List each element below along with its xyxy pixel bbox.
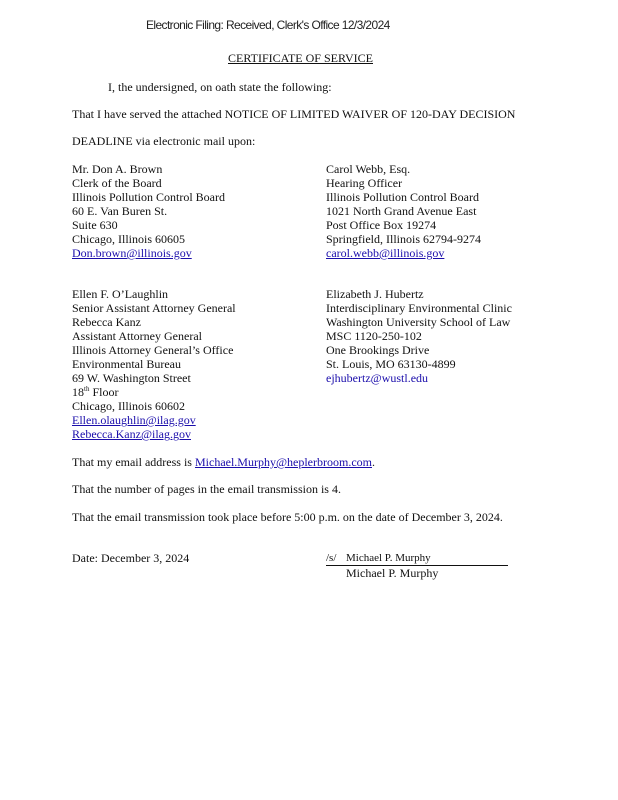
recipient-line: 69 W. Washington Street [72,371,191,385]
recipient-line: Washington University School of Law [326,315,511,329]
recipient-line: Environmental Bureau [72,357,181,371]
floor-word: Floor [89,385,119,399]
recipient-line: Clerk of the Board [72,176,162,190]
recipient-line: 60 E. Van Buren St. [72,204,168,218]
document-title: CERTIFICATE OF SERVICE [228,51,373,65]
recipient-block-brown [72,162,225,260]
electronic-filing-stamp: Electronic Filing: Received, Clerk's Office 12/3/2024 [146,18,390,32]
printed-name: Michael P. Murphy [346,566,439,580]
recipient-line: Chicago, Illinois 60605 [72,232,185,246]
date-line: Date: December 3, 2024 [72,551,190,565]
intro-statement: I, the undersigned, on oath state the following: [108,80,332,94]
recipient-email-link[interactable]: Don.brown@illinois.gov [72,246,192,260]
recipient-line: Ellen F. O’Laughlin [72,287,169,301]
recipient-line: Chicago, Illinois 60602 [72,399,185,413]
recipient-line: Post Office Box 19274 [326,218,437,232]
recipient-block-olaughlin [72,287,236,441]
recipient-email-link[interactable]: Rebecca.Kanz@ilag.gov [72,427,191,441]
email-address-statement [72,455,375,469]
recipient-line: Illinois Pollution Control Board [326,190,480,204]
signature-marker: /s/ [326,552,337,564]
recipient-line: Mr. Don A. Brown [72,162,163,176]
recipient-line: Senior Assistant Attorney General [72,301,236,315]
recipient-line: St. Louis, MO 63130-4899 [326,357,456,371]
recipient-block-webb [326,162,481,260]
recipient-email-link[interactable]: carol.webb@illinois.gov [326,246,445,260]
recipient-line: Suite 630 [72,218,118,232]
recipient-line: Elizabeth J. Hubertz [326,287,424,301]
sender-email-link[interactable]: Michael.Murphy@heplerbroom.com [194,455,372,469]
recipient-line: Interdisciplinary Environmental Clinic [326,301,512,315]
recipient-line: Illinois Pollution Control Board [72,190,226,204]
pages-statement: That the number of pages in the email transmission is 4. [72,482,341,496]
recipient-line: Springfield, Illinois 62794-9274 [326,232,481,246]
recipient-line: Rebecca Kanz [72,315,141,329]
recipient-line: Carol Webb, Esq. [326,162,411,176]
recipient-line: MSC 1120-250-102 [326,329,422,343]
recipient-line: Assistant Attorney General [72,329,202,343]
recipient-floor-line [72,385,236,399]
service-statement-line-2: DEADLINE via electronic mail upon: [72,134,256,148]
floor-number: 18 [72,385,84,399]
recipient-email-link[interactable]: Ellen.olaughlin@ilag.gov [72,413,196,427]
recipient-line: Illinois Attorney General’s Office [72,343,234,357]
service-statement-line-1: That I have served the attached NOTICE OF LIMITED WAIVER OF 120-DAY DECISION [72,107,516,121]
time-statement: That the email transmission took place before 5:00 p.m. on the date of December 3, 2024. [72,510,503,524]
recipient-line: 1021 North Grand Avenue East [326,204,477,218]
email-statement-suffix: . [372,455,375,469]
recipient-line: Hearing Officer [326,176,403,190]
signature-name: Michael P. Murphy [346,552,431,564]
recipient-block-hubertz [326,287,512,385]
recipient-email-link[interactable]: ejhubertz@wustl.edu [326,371,429,385]
recipient-line: One Brookings Drive [326,343,430,357]
email-statement-prefix: That my email address is [72,455,195,469]
floor-suffix: th [84,385,90,393]
